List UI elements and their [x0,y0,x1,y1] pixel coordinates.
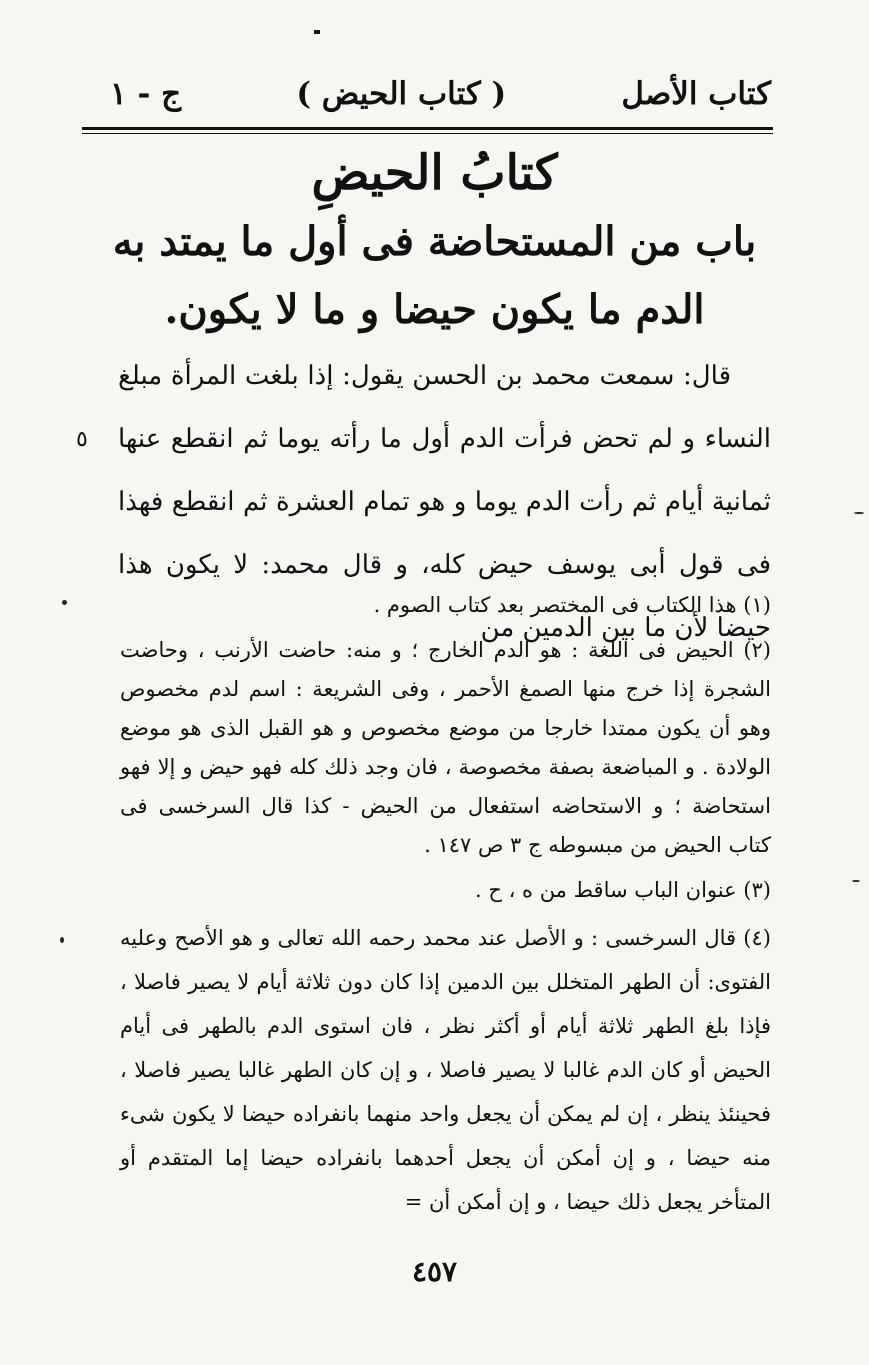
footnote-2: (٢) الحيض فى اللغة : هو الدم الخارج ؛ و منه: حاضت الأرنب ، وحاضت الشجرة إذا خرج منها الصمغ الأحمر ، وفى الشريعة : اسم لدم مخصوص وهو أن يكون ممتدا خارجا من موضع مخصوص و هو القبل الذى هو موضع الولادة . و المباضعة بصفة مخصوصة ، فان وجد ذلك كله فهو حيض و إلا فهو استحاضة ؛ و الاستحاضه استفعال من الحيض - كذا قال السرخسى فى كتاب الحيض من مبسوطه ج ٣ ص ١٤٧ . [120,638,771,857]
running-header [110,72,771,116]
header-rule [82,127,773,130]
footnote-3: (٣) عنوان الباب ساقط من ه ، ح . [474,878,771,902]
ink-speck [60,937,64,943]
chapter-title: باب من المستحاضة فى أول ما يمتد به الدم ما يكون حيضا و ما لا يكون. [112,218,757,333]
ink-mark [314,30,320,34]
header-volume: ج - ١ [110,76,182,112]
header-chapter-name: ( كتاب الحيض ) [296,76,507,112]
ink-speck [62,600,67,605]
line-number: ٥ [76,427,88,452]
footnote-4: (٤) قال السرخسى : و الأصل عند محمد رحمه الله تعالى و هو الأصح وعليه الفتوى: أن الطهر المتخلل بين الدمين إذا كان دون ثلاثة أيام لا يصير فاصلا ، فإذا بلغ الطهر ثلاثة أيام أو أكثر نظر ، فان استوى الدم بالطهر فى أيام الحيض أو كان الدم غالبا لا يصير فاصلا ، و إن كان الطهر غالبا يصير فاصلا ، فحينئذ ينظر ، إن لم يمكن أن يجعل واحد منهما بانفراده حيضا لا يكون شىء منه حيضا ، و إن أمكن أن يجعل أحدهما بانفراده حيضا إما المتقدم أو المتأخر يجعل ذلك حيضا ، و إن أمكن أن = [120,926,771,1214]
ink-speck [854,512,864,514]
footnote-1: (١) هذا الكتاب فى المختصر بعد كتاب الصوم . [373,593,771,617]
header-rule-thin [82,133,773,134]
header-book-name: كتاب الأصل [621,76,771,112]
ink-speck [852,880,860,882]
footnotes [120,586,771,1230]
main-paragraph: قال: سمعت محمد بن الحسن يقول: إذا بلغت المرأة مبلغ النساء و لم تحض فرأت الدم أول ما رأته يوما ثم انقطع عنها ثمانية أيام ثم رأت الدم يوما و هو تمام العشرة ثم انقطع فهذا فى قول أبى يوسف حيض كله، و قال محمد: لا يكون هذا حيضا لأن ما بين الدمين من [118,361,771,643]
book-title: كتابُ الحيضِ [311,145,558,201]
page-number: ٤٥٧ [411,1255,458,1288]
